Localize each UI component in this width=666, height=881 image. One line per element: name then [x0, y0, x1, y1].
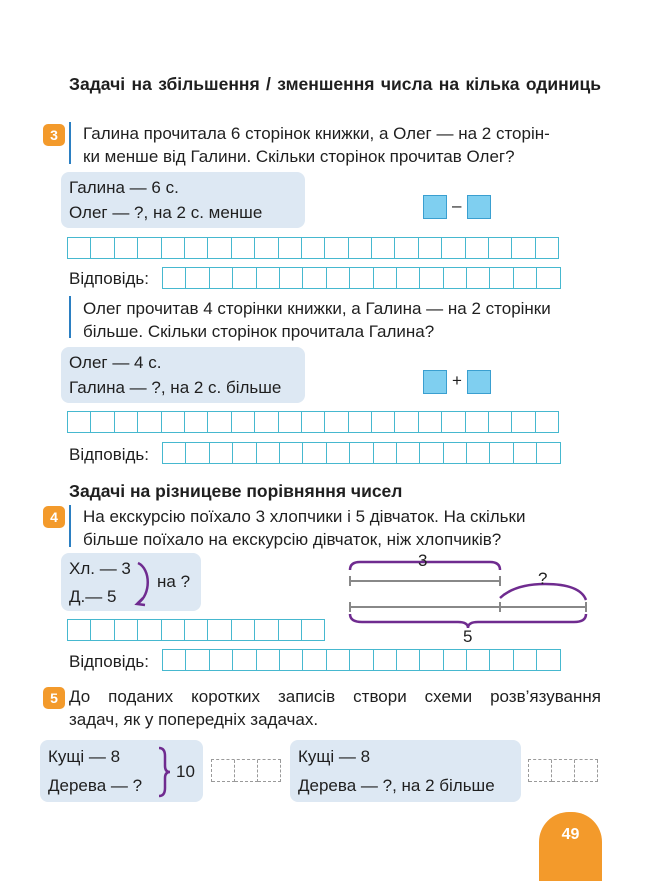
scheme-boxes[interactable] — [528, 759, 598, 782]
section-heading-2: Задачі на різницеве порівняння чисел — [69, 481, 403, 501]
task-text-line: більше поїхало на екскурсію дівчаток, ніж хлопчиків? — [83, 530, 502, 549]
solution-grid[interactable] — [67, 237, 559, 259]
task-text-line: До поданих коротких записів створи схеми розв’язування — [69, 687, 601, 706]
operator-plus: + — [452, 371, 462, 390]
diagram-question-label: ? — [538, 569, 548, 588]
task-text-line: ки менше від Галини. Скільки сторінок прочитав Олег? — [83, 147, 515, 166]
note-line: Кущі — 8 — [298, 747, 371, 766]
task-text-line: Галина прочитала 6 сторінок книжки, а Олег — на 2 сторін- — [83, 124, 550, 143]
solution-box[interactable] — [467, 195, 491, 219]
answer-grid[interactable] — [162, 267, 561, 289]
short-note-card — [61, 347, 305, 403]
solution-box[interactable] — [467, 370, 491, 394]
note-line: Хл. — 3 — [69, 559, 131, 578]
task-text-line: задач, як у попередніх задачах. — [69, 710, 319, 729]
operator-minus: – — [452, 196, 462, 215]
task-number-badge: 4 — [43, 506, 65, 528]
task-bar — [69, 505, 71, 547]
short-note-card — [40, 740, 203, 802]
task-text-line: більше. Скільки сторінок прочитала Галина? — [83, 322, 435, 341]
task-bar — [69, 296, 71, 338]
short-note-card — [61, 172, 305, 228]
scheme-boxes[interactable] — [211, 759, 281, 782]
solution-grid[interactable] — [67, 411, 559, 433]
diagram-bottom-label: 5 — [463, 627, 473, 646]
note-line: Дерева — ?, на 2 більше — [298, 776, 495, 795]
diagram-top-label: 3 — [418, 551, 428, 570]
answer-label: Відповідь: — [69, 652, 150, 671]
task-text-line: Олег прочитав 4 сторінки книжки, а Галина — на 2 сторінки — [83, 299, 551, 318]
brace-total: 10 — [176, 762, 195, 781]
task-text-line: На екскурсію поїхало 3 хлопчики і 5 дівчаток. На скільки — [83, 507, 526, 526]
curved-arrow-icon — [133, 559, 153, 607]
solution-box[interactable] — [423, 370, 447, 394]
note-line: Олег — 4 с. — [69, 353, 162, 372]
answer-grid[interactable] — [162, 442, 561, 464]
note-line: Кущі — 8 — [48, 747, 121, 766]
task-number-badge: 3 — [43, 124, 65, 146]
note-line: Дерева — ? — [48, 776, 143, 795]
short-note-card — [290, 740, 521, 802]
page-number: 49 — [539, 812, 602, 881]
section-heading-1: Задачі на збільшення / зменшення числа на кілька одиниць — [69, 74, 601, 94]
answer-grid[interactable] — [162, 649, 561, 671]
note-line: Галина — ?, на 2 с. більше — [69, 378, 282, 397]
note-line: Галина — 6 с. — [69, 178, 179, 197]
note-question: на ? — [157, 572, 191, 591]
note-line: Олег — ?, на 2 с. менше — [69, 203, 263, 222]
task-number-badge: 5 — [43, 687, 65, 709]
brace-icon — [156, 746, 172, 798]
short-note-card — [61, 553, 201, 611]
note-line: Д.— 5 — [69, 587, 117, 606]
solution-grid[interactable] — [67, 619, 325, 641]
answer-label: Відповідь: — [69, 269, 150, 288]
task-bar — [69, 122, 71, 164]
solution-box[interactable] — [423, 195, 447, 219]
answer-label: Відповідь: — [69, 445, 150, 464]
